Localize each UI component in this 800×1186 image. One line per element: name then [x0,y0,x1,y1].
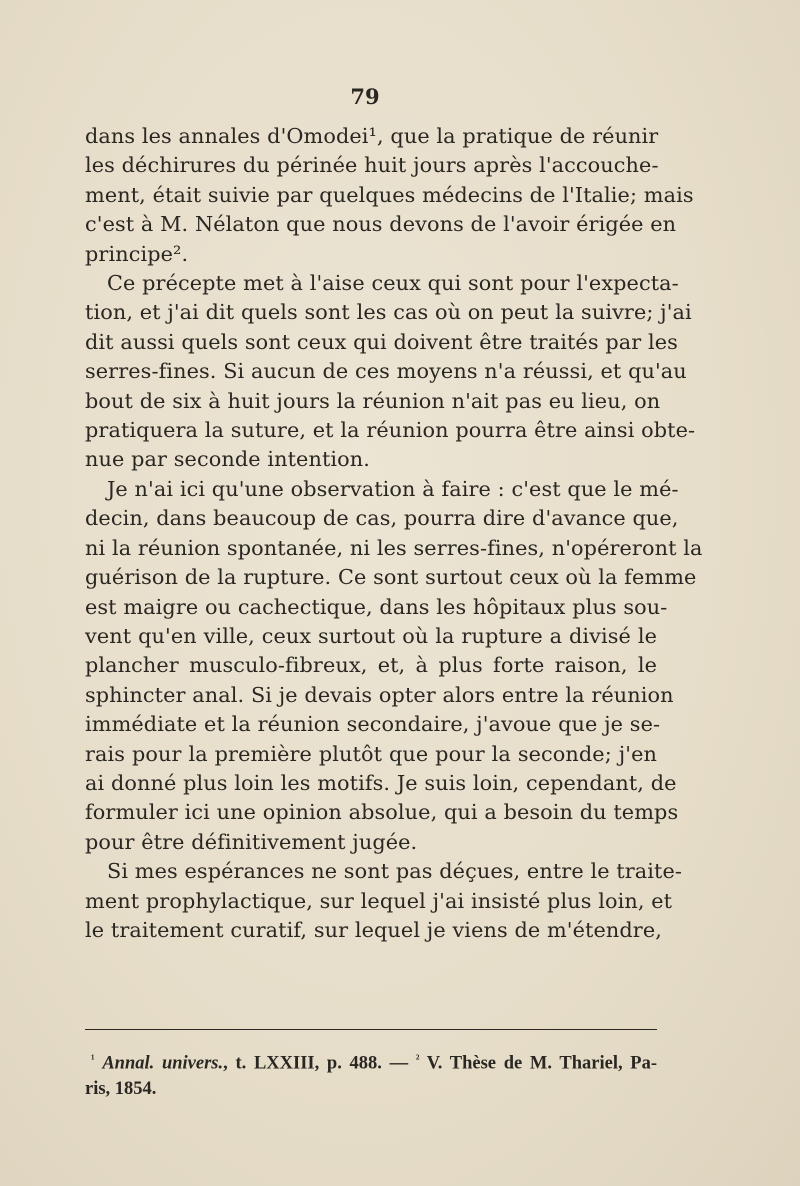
paragraph [85,122,694,269]
text-line: plancher musculo-fibreux, et, à plus forte raison, le [85,653,657,678]
paragraph [85,857,683,945]
paragraph [85,475,703,857]
text-line: tion, et j'ai dit quels sont les cas où on peut la suivre; j'ai [85,300,692,325]
page-number: 79 [350,84,380,109]
text-line: sphincter anal. Si je devais opter alors entre la réunion [85,682,674,707]
footnote-reference: V. Thèse de M. Thariel, Pa- [419,1053,657,1074]
text-line: decin, dans beaucoup de cas, pourra dire d'avance que, [85,506,679,531]
text-line: dit aussi quels sont ceux qui doivent être traités par les [85,329,678,354]
footnote-reference: , t. LXXIII, p. 488. — [223,1053,416,1074]
footnotes [85,1046,657,1102]
text-line: ment prophylactique, sur lequel j'ai insisté plus loin, et [85,888,673,913]
text-line: ai donné plus loin les motifs. Je suis loin, cependant, de [85,770,677,795]
text-line: c'est à M. Nélaton que nous devons de l'avoir érigée en [85,212,677,237]
text-line: Si mes espérances ne sont pas déçues, entre le traite- [107,859,683,884]
text-line: est maigre ou cachectique, dans les hôpitaux plus sou- [85,594,668,619]
footnote-marker: ² [415,1052,420,1066]
text-line: les déchirures du périnée huit jours après l'accouche- [85,153,659,178]
text-line: principe². [85,241,189,266]
text-line: vent qu'en ville, ceux surtout où la rupture a divisé le [85,623,657,648]
body-text [85,122,703,945]
text-line: rais pour la première plutôt que pour la seconde; j'en [85,741,657,766]
text-line: ment, était suivie par quelques médecins de l'Italie; mais [85,182,694,207]
footnote-journal: Annal. univers. [102,1053,224,1074]
footnote-line: ris, 1854. [85,1079,157,1100]
text-line: pratiquera la suture, et la réunion pourra être ainsi obte- [85,418,696,443]
text-line: le traitement curatif, sur lequel je viens de m'étendre, [85,917,662,942]
text-line: serres-fines. Si aucun de ces moyens n'a réussi, et qu'au [85,359,687,384]
text-line: immédiate et la réunion secondaire, j'avoue que je se- [85,712,661,737]
footnote-line [85,1046,657,1076]
footnote-marker: ¹ [91,1052,95,1066]
text-line: formuler ici une opinion absolue, qui a besoin du temps [85,800,679,825]
paragraph [85,269,696,475]
text-line: bout de six à huit jours la réunion n'ait pas eu lieu, on [85,388,661,413]
text-line: Je n'ai ici qu'une observation à faire : c'est que le mé- [107,476,679,501]
text-line: guérison de la rupture. Ce sont surtout ceux où la femme [85,565,697,590]
text-line: dans les annales d'Omodei¹, que la pratique de réunir [85,124,659,148]
text-line: ni la réunion spontanée, ni les serres-fines, n'opéreront la [85,535,703,560]
text-line: pour être définitivement jugée. [85,829,418,854]
text-line: Ce précepte met à l'aise ceux qui sont pour l'expecta- [107,271,679,296]
footnote-divider [85,1029,657,1030]
text-line: nue par seconde intention. [85,447,370,472]
